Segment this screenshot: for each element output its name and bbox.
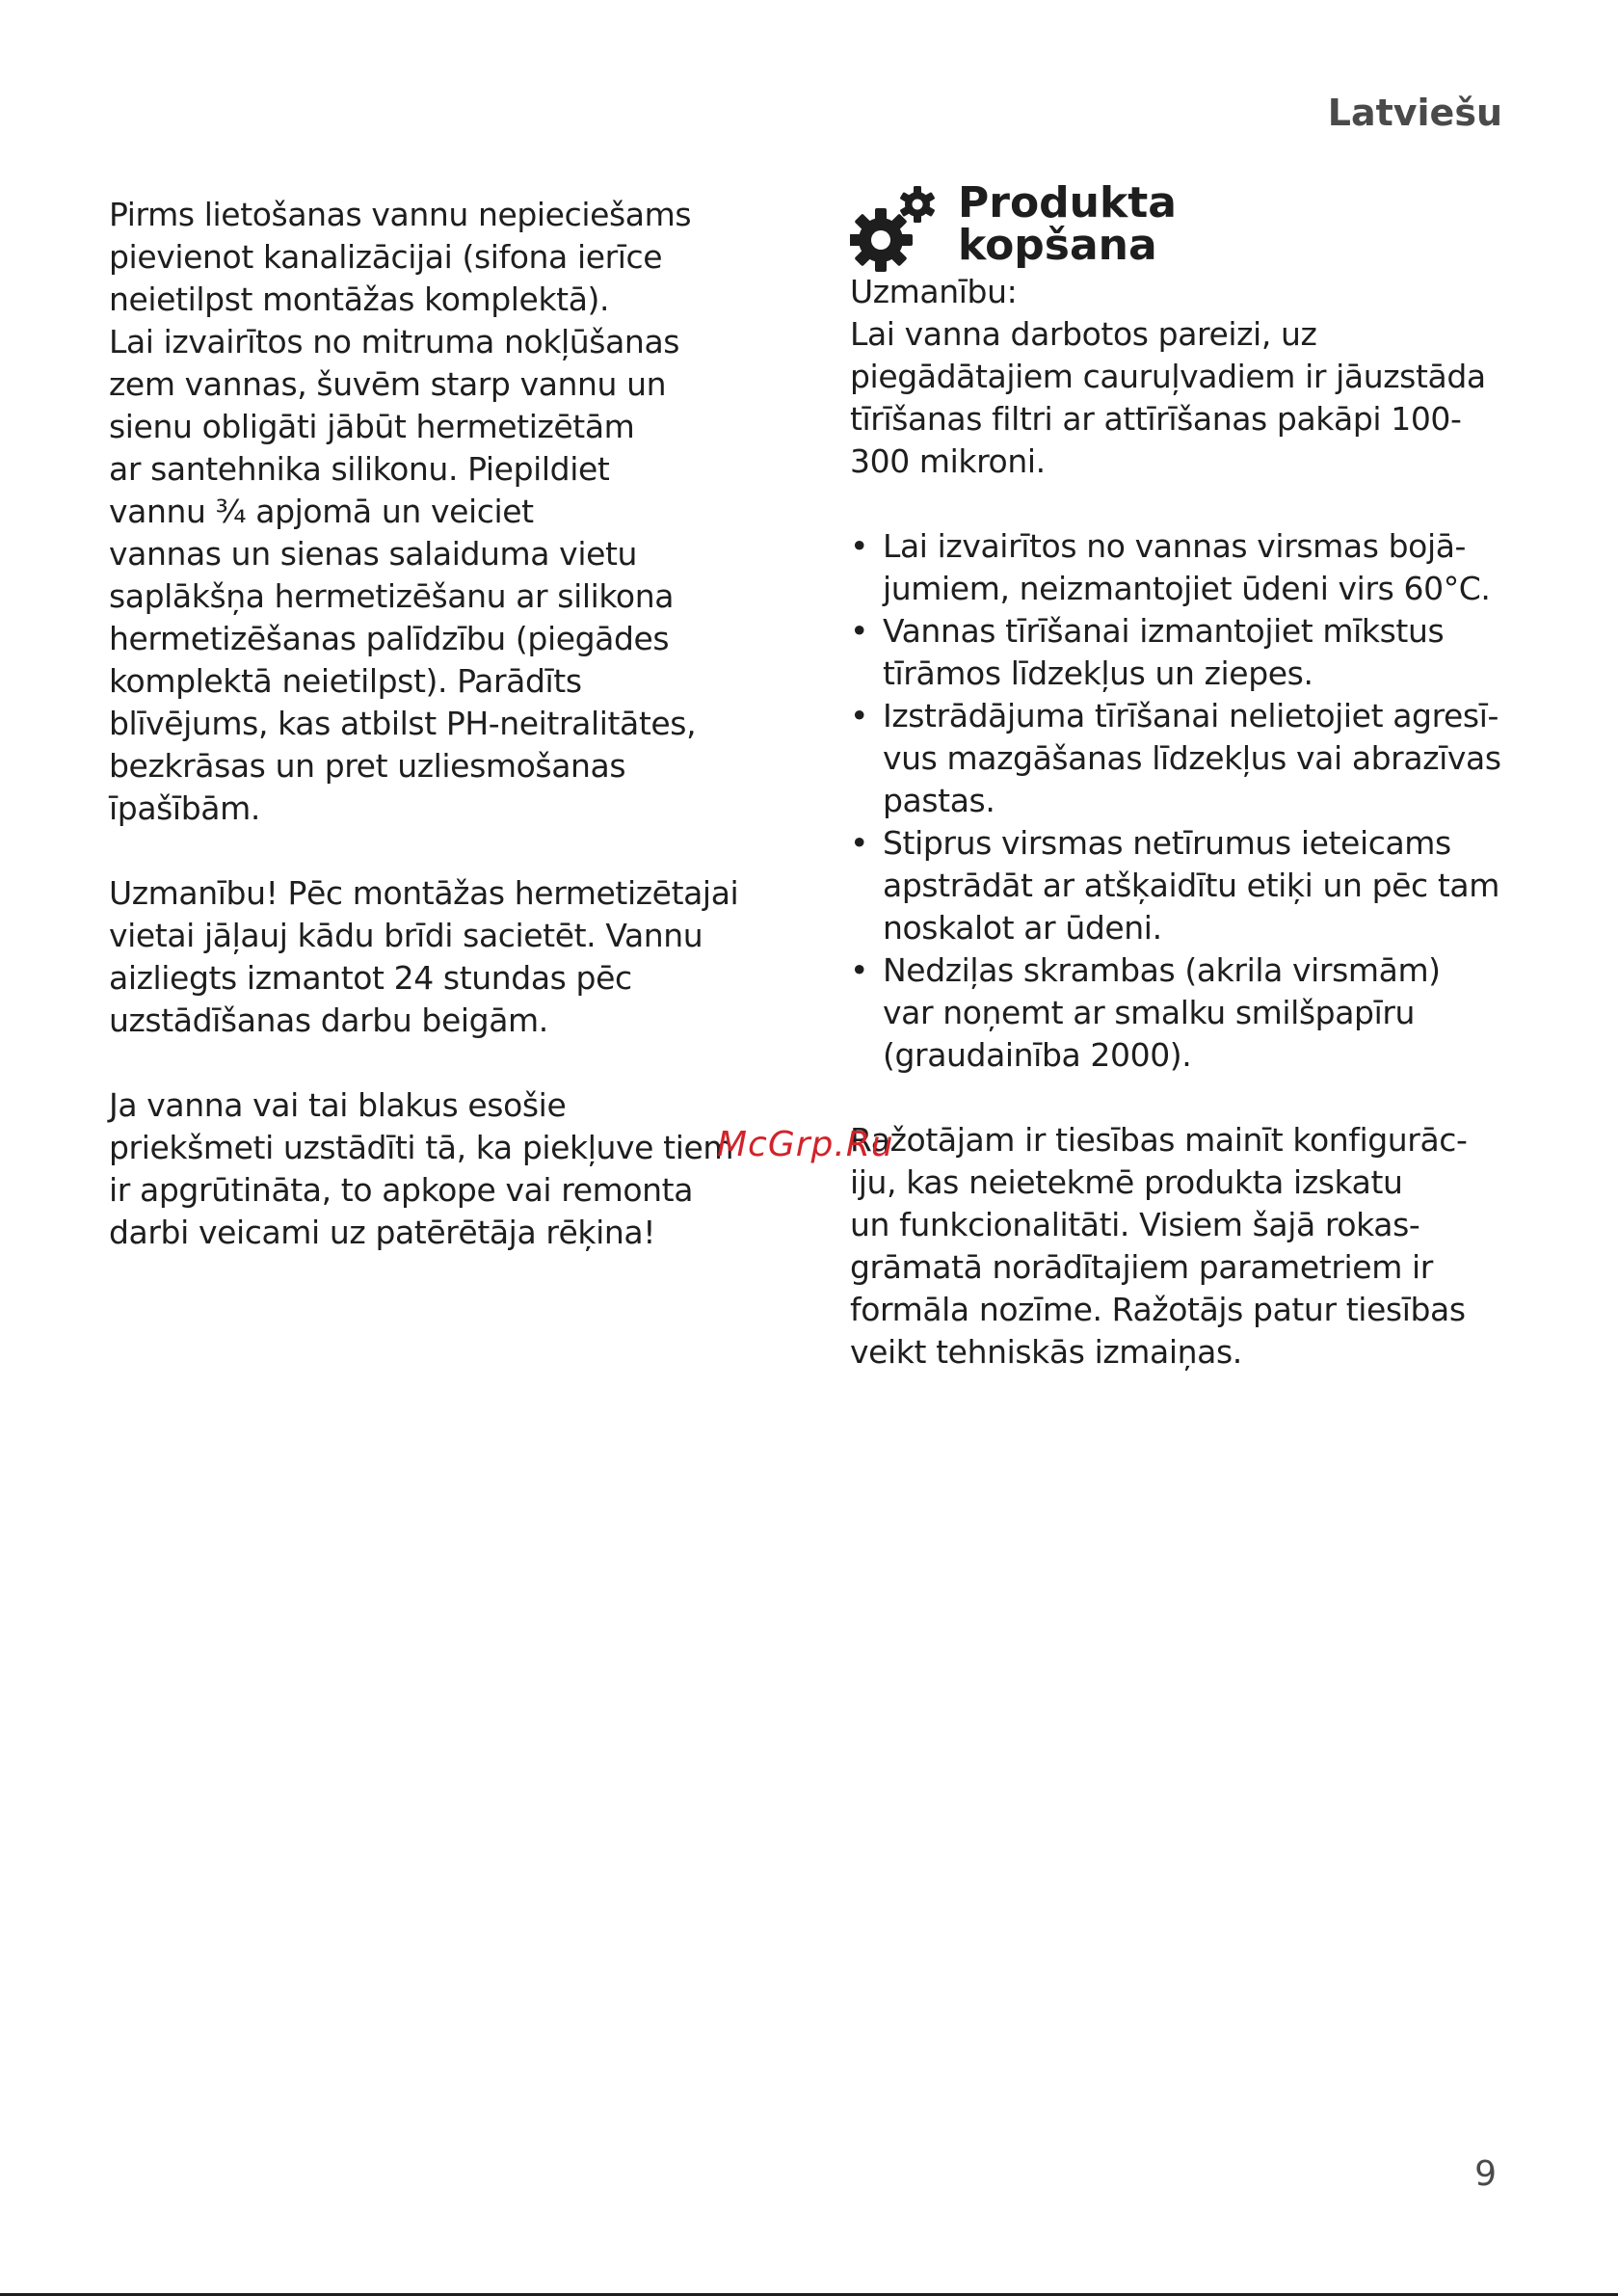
section-title [958, 178, 1177, 270]
text-line: grāmatā norādītajiem parametriem ir [850, 1248, 1433, 1286]
bullet-icon: • [850, 612, 869, 650]
page-language-label: Latviešu [1327, 92, 1502, 134]
list-item [850, 822, 1515, 949]
text-line: Izstrādājuma tīrīšanai nelietojiet agresī- [883, 697, 1499, 734]
text-line: bezkrāsas un pret uzliesmošanas [109, 747, 626, 785]
list-item [850, 949, 1515, 1077]
text-line: Uzmanību: [850, 273, 1018, 310]
right-column [850, 178, 1515, 1374]
text-line: vannas un sienas salaiduma vietu [109, 535, 638, 573]
text-line: saplākšņa hermetizēšanu ar silikona [109, 577, 675, 615]
text-line: Stiprus virsmas netīrumus ieteicams [883, 824, 1451, 862]
text-line: tīrāmos līdzekļus un ziepes. [883, 654, 1313, 692]
text-line: Vannas tīrīšanai izmantojiet mīkstus [883, 612, 1445, 650]
text-line: apstrādāt ar atšķaidītu etiķi un pēc tam [883, 867, 1499, 904]
section-header [850, 178, 1515, 271]
text-line: formāla nozīme. Ražotājs patur tiesības [850, 1291, 1466, 1328]
text-line: sienu obligāti jābūt hermetizētām [109, 408, 635, 445]
text-line: Lai izvairītos no vannas virsmas bojā- [883, 527, 1467, 565]
text-line: vus mazgāšanas līdzekļus vai abrazīvas [883, 739, 1501, 777]
list-item [850, 525, 1515, 610]
filter-intro-paragraph [850, 313, 1515, 483]
text-line: Ja vanna vai tai blakus esošie [109, 1086, 567, 1124]
text-line: priekšmeti uzstādīti tā, ka piekļuve tiem [109, 1129, 734, 1166]
warning-label [850, 271, 1515, 313]
watermark: McGrp.Ru [717, 1125, 894, 1164]
text-line: tīrīšanas filtri ar attīrīšanas pakāpi 100- [850, 400, 1462, 438]
text-line: pastas. [883, 782, 995, 819]
text-line: Pirms lietošanas vannu nepieciešams [109, 196, 692, 233]
text-line: 300 mikroni. [850, 442, 1046, 480]
text-line: Lai izvairītos no mitruma nokļūšanas [109, 323, 680, 360]
access-paragraph [109, 1084, 783, 1254]
gears-icon [850, 186, 939, 273]
text-line: Ražotājam ir tiesības mainīt konfigurāc- [850, 1121, 1468, 1159]
text-line: zem vannas, šuvēm starp vannu un [109, 365, 667, 403]
bullet-icon: • [850, 824, 869, 862]
text-line: darbi veicami uz patērētāja rēķina! [109, 1214, 656, 1251]
text-line: komplektā neietilpst). Parādīts [109, 662, 582, 700]
text-line: pievienot kanalizācijai (sifona ierīce [109, 238, 663, 276]
bullet-icon: • [850, 527, 869, 565]
text-line: ar santehnika silikonu. Piepildiet [109, 450, 610, 488]
text-line: piegādātajiem cauruļvadiem ir jāuzstāda [850, 358, 1486, 395]
text-line: veikt tehniskās izmaiņas. [850, 1333, 1242, 1371]
text-line: vannu ¾ apjomā un veiciet [109, 493, 534, 530]
section-title-line: kopšana [958, 221, 1157, 270]
curing-warning-paragraph [109, 872, 783, 1042]
text-line: ir apgrūtināta, to apkope vai remonta [109, 1171, 694, 1209]
list-item [850, 695, 1515, 822]
text-line: var noņemt ar smalku smilšpapīru [883, 994, 1416, 1031]
section-title-line: Produkta [958, 178, 1177, 227]
bullet-icon: • [850, 951, 869, 989]
text-line: hermetizēšanas palīdzību (piegādes [109, 620, 670, 657]
page-number: 9 [1474, 2154, 1497, 2194]
text-line: īpašībām. [109, 789, 260, 827]
list-item [850, 610, 1515, 695]
text-line: uzstādīšanas darbu beigām. [109, 1001, 548, 1039]
text-line: Nedziļas skrambas (akrila virsmām) [883, 951, 1441, 989]
text-line: vietai jāļauj kādu brīdi sacietēt. Vannu [109, 917, 703, 954]
bullet-icon: • [850, 697, 869, 734]
text-line: Uzmanību! Pēc montāžas hermetizētajai [109, 874, 739, 912]
text-line: neietilpst montāžas komplektā). [109, 280, 610, 318]
text-line: blīvējums, kas atbilst PH-neitralitātes, [109, 705, 697, 742]
text-line: noskalot ar ūdeni. [883, 909, 1162, 947]
text-line: (graudainība 2000). [883, 1036, 1192, 1074]
left-column [109, 194, 783, 1254]
manufacturer-rights-paragraph [850, 1119, 1515, 1374]
text-line: Lai vanna darbotos pareizi, uz [850, 315, 1317, 353]
text-line: aizliegts izmantot 24 stundas pēc [109, 959, 632, 997]
care-bullet-list [850, 525, 1515, 1077]
text-line: jumiem, neizmantojiet ūdeni virs 60°C. [883, 570, 1491, 607]
text-line: iju, kas neietekmē produkta izskatu [850, 1163, 1403, 1201]
text-line: un funkcionalitāti. Visiem šajā rokas- [850, 1206, 1420, 1243]
installation-paragraph [109, 194, 783, 830]
